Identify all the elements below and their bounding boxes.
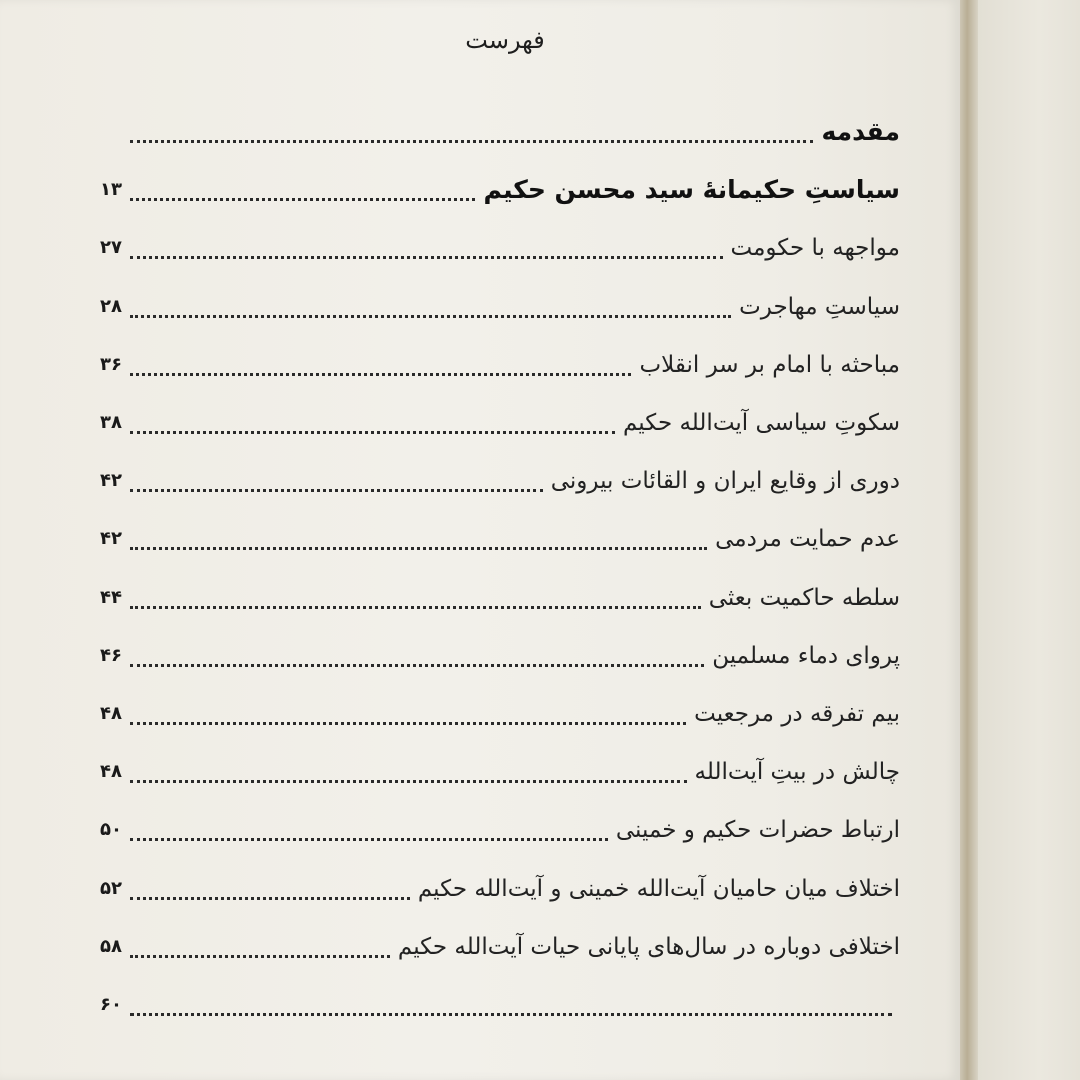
toc-entry-page-number: ۴۶ xyxy=(100,644,122,666)
toc-entry xyxy=(100,869,900,909)
toc-entry-title: پروای دماء مسلمین xyxy=(712,642,900,669)
toc-dot-leader xyxy=(130,198,475,201)
toc-entry-page-number: ۴۸ xyxy=(100,703,122,724)
toc-entry-title: سیاستِ حکیمانهٔ سید محسن حکیم xyxy=(483,175,900,205)
toc-entry-title: چالش در بیتِ آیت‌الله xyxy=(694,759,900,786)
toc-dot-leader xyxy=(130,373,631,376)
toc-entry-page-number: ۲۷ xyxy=(100,237,122,259)
toc-entry xyxy=(100,985,900,1025)
toc-entry-page-number: ۵۸ xyxy=(100,935,122,957)
toc-dot-leader xyxy=(130,489,543,492)
toc-entry-page-number: ۵۰ xyxy=(100,819,122,841)
toc-entry-page-number: ۴۴ xyxy=(100,586,122,608)
toc-dot-leader xyxy=(130,664,704,667)
toc-entry-title: مقدمه xyxy=(821,117,900,146)
page-title: فهرست xyxy=(465,26,545,54)
toc-entry-page-number: ۵۲ xyxy=(100,877,122,899)
toc-entry-title: دوری از وقایع ایران و القائات بیرونی xyxy=(550,468,900,495)
toc-dot-leader xyxy=(130,722,686,725)
toc-entry xyxy=(100,927,900,967)
toc-entry-title: مباحثه با امام بر سر انقلاب xyxy=(639,351,900,378)
toc-dot-leader xyxy=(130,780,687,783)
toc-entry-page-number: ۴۲ xyxy=(100,528,122,550)
toc-entry-title: اختلافی دوباره در سال‌های پایانی حیات آیت‌الله حکیم xyxy=(397,933,900,960)
toc-entry-page-number: ۴۲ xyxy=(100,470,122,492)
toc-entry xyxy=(100,519,900,559)
toc-entry-title: ارتباط حضرات حکیم و خمینی xyxy=(615,817,900,844)
toc-dot-leader xyxy=(130,606,701,609)
toc-dot-leader xyxy=(130,955,390,958)
toc-entry-title: مواجهه با حکومت xyxy=(730,235,900,262)
toc-entry xyxy=(100,810,900,850)
toc-dot-leader xyxy=(130,897,410,900)
toc-entry-page-number: ۲۸ xyxy=(100,295,122,317)
toc-entry-title: سکوتِ سیاسی آیت‌الله حکیم xyxy=(623,410,900,436)
toc-entry xyxy=(100,345,900,385)
toc-dot-leader xyxy=(130,140,813,143)
toc-entry-page-number: ۱۳ xyxy=(100,179,122,201)
toc-entry-title: عدم حمایت مردمی xyxy=(715,526,900,553)
toc-entry-title: سلطه حاکمیت بعثی xyxy=(708,584,900,611)
toc-entry xyxy=(100,694,900,734)
toc-entry-page-number: ۳۶ xyxy=(100,353,122,375)
toc-entry xyxy=(100,228,900,268)
book-spine xyxy=(960,0,978,1080)
toc-entry xyxy=(100,461,900,501)
toc-dot-leader xyxy=(130,547,707,550)
toc-entry xyxy=(100,752,900,792)
toc-entry xyxy=(100,403,900,443)
toc-entry-title: اختلاف میان حامیان آیت‌الله خمینی و آیت‌الله حکیم xyxy=(417,875,900,902)
toc-entry-title: سیاستِ مهاجرت xyxy=(739,293,900,320)
toc-entry-page-number: ۶۰ xyxy=(100,994,122,1015)
toc-entry-page-number: ۴۸ xyxy=(100,761,122,783)
toc-entry xyxy=(100,636,900,676)
toc-dot-leader xyxy=(130,1013,892,1016)
toc-entry xyxy=(100,170,900,210)
toc-entry-title: بیم تفرقه در مرجعیت xyxy=(694,701,900,727)
toc-dot-leader xyxy=(130,838,608,841)
toc-dot-leader xyxy=(130,315,731,318)
toc-dot-leader xyxy=(130,431,615,434)
toc-dot-leader xyxy=(130,256,723,259)
toc-entry xyxy=(100,287,900,327)
toc-entry-page-number: ۳۸ xyxy=(100,412,122,433)
facing-page-edge xyxy=(978,0,1080,1080)
toc-entry xyxy=(100,578,900,618)
toc-entry xyxy=(120,112,900,152)
